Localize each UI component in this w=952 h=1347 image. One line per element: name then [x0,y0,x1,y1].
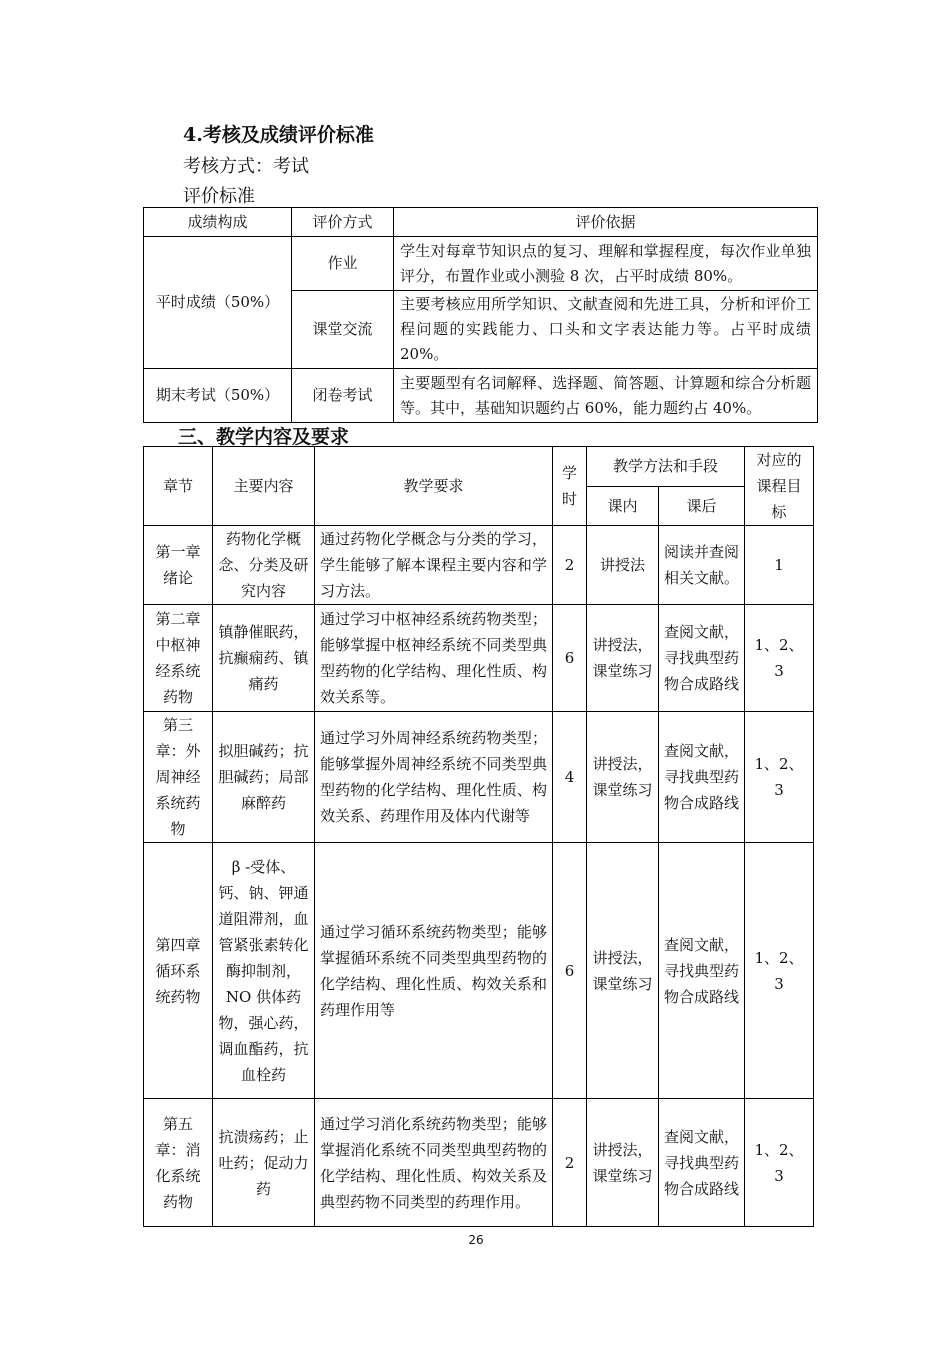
in-class-cell: 讲授法，课堂练习 [587,605,659,712]
hours-cell: 6 [553,843,587,1099]
regular-grade-label: 平时成绩（50%） [144,237,292,369]
header-composition: 成绩构成 [144,208,292,237]
hours-cell: 4 [553,712,587,843]
table-row [144,843,814,1099]
hours-cell: 6 [553,605,587,712]
requirement-cell: 通过学习循环系统药物类型；能够掌握循环系统不同类型典型药物的化学结构、理化性质、构效关系和药理作用等 [315,843,553,1099]
in-class-cell: 讲授法 [587,526,659,605]
page-number: 26 [468,1233,484,1247]
objective-cell: 1、2、3 [745,605,814,712]
header-after-class: 课后 [659,486,745,526]
chapter-cell: 第四章循环系统药物 [144,843,213,1099]
chapter-cell: 第二章中枢神经系统药物 [144,605,213,712]
header-in-class: 课内 [587,486,659,526]
content-cell: 抗溃疡药；止吐药；促动力药 [213,1099,315,1227]
content-cell: 药物化学概念、分类及研究内容 [213,526,315,605]
grading-table [143,207,818,423]
header-basis: 评价依据 [394,208,818,237]
hours-cell: 2 [553,526,587,605]
objective-cell: 1、2、3 [745,712,814,843]
table-row [144,1099,814,1227]
method-cell: 作业 [292,237,394,291]
header-content: 主要内容 [213,447,315,526]
table-row [144,369,818,423]
content-table-header-row [144,447,814,487]
after-class-cell: 查阅文献，寻找典型药物合成路线 [659,712,745,843]
requirement-cell: 通过学习中枢神经系统药物类型；能够掌握中枢神经系统不同类型典型药物的化学结构、理化性质、构效关系等。 [315,605,553,712]
header-method: 评价方式 [292,208,394,237]
method-cell: 闭卷考试 [292,369,394,423]
final-grade-label: 期末考试（50%） [144,369,292,423]
chapter-cell: 第一章绪论 [144,526,213,605]
requirement-cell: 通过学习消化系统药物类型；能够掌握消化系统不同类型典型药物的化学结构、理化性质、构效关系及典型药物不同类型的药理作用。 [315,1099,553,1227]
objective-cell: 1 [745,526,814,605]
table-row [144,526,814,605]
in-class-cell: 讲授法，课堂练习 [587,843,659,1099]
after-class-cell: 阅读并查阅相关文献。 [659,526,745,605]
header-requirement: 教学要求 [315,447,553,526]
hours-cell: 2 [553,1099,587,1227]
basis-cell: 主要考核应用所学知识、文献查阅和先进工具，分析和评价工程问题的实践能力、口头和文字表达能力等。占平时成绩 20%。 [394,291,818,369]
content-cell: 镇静催眠药，抗癫痫药、镇痛药 [213,605,315,712]
objective-cell: 1、2、3 [745,843,814,1099]
assessment-method: 考核方式：考试 [183,156,309,177]
chapter-cell: 第五章：消化系统药物 [144,1099,213,1227]
table-row [144,237,818,291]
method-cell: 课堂交流 [292,291,394,369]
content-cell: β -受体、钙、钠、钾通道阻滞剂，血管紧张素转化酶抑制剂，NO 供体药物，强心药，调血酯药，抗血栓药 [213,843,315,1099]
requirement-cell: 通过药物化学概念与分类的学习，学生能够了解本课程主要内容和学习方法。 [315,526,553,605]
after-class-cell: 查阅文献，寻找典型药物合成路线 [659,1099,745,1227]
after-class-cell: 查阅文献，寻找典型药物合成路线 [659,605,745,712]
after-class-cell: 查阅文献，寻找典型药物合成路线 [659,843,745,1099]
in-class-cell: 讲授法，课堂练习 [587,1099,659,1227]
content-cell: 拟胆碱药；抗胆碱药；局部麻醉药 [213,712,315,843]
header-methods: 教学方法和手段 [587,447,745,487]
header-chapter: 章节 [144,447,213,526]
criteria-label: 评价标准 [183,186,255,207]
header-hours: 学时 [553,447,587,526]
grading-table-header [144,208,818,237]
basis-cell: 主要题型有名词解释、选择题、简答题、计算题和综合分析题等。其中，基础知识题约占 60%，能力题约占 40%。 [394,369,818,423]
objective-cell: 1、2、3 [745,1099,814,1227]
section-3-heading: 三、教学内容及要求 [178,426,350,448]
content-table [143,446,814,1227]
in-class-cell: 讲授法，课堂练习 [587,712,659,843]
table-row [144,605,814,712]
section-4-heading: 4.考核及成绩评价标准 [183,124,374,146]
requirement-cell: 通过学习外周神经系统药物类型；能够掌握外周神经系统不同类型典型药物的化学结构、理化性质、构效关系、药理作用及体内代谢等 [315,712,553,843]
chapter-cell: 第三章：外周神经系统药物 [144,712,213,843]
basis-cell: 学生对每章节知识点的复习、理解和掌握程度，每次作业单独评分，布置作业或小测验 8 次，占平时成绩 80%。 [394,237,818,291]
table-row [144,712,814,843]
header-objective: 对应的课程目标 [745,447,814,526]
